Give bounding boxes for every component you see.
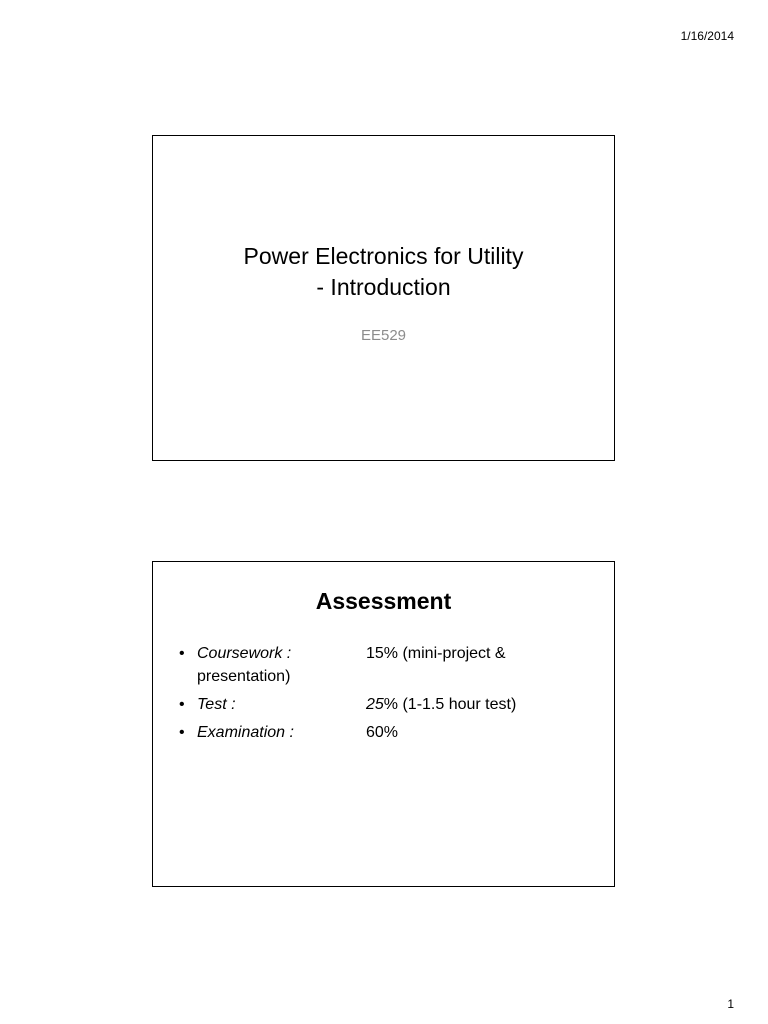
item-label-test: Test : bbox=[197, 696, 236, 713]
item-value-test-emphasis: 25 bbox=[366, 696, 384, 713]
title-slide bbox=[152, 135, 615, 461]
slide-subtitle: EE529 bbox=[360, 327, 407, 344]
slide-title bbox=[153, 241, 614, 303]
list-item-examination bbox=[177, 721, 598, 744]
assessment-heading: Assessment bbox=[315, 588, 452, 614]
item-value-coursework: 15% (mini-project & bbox=[366, 645, 506, 662]
bullet-icon: • bbox=[179, 696, 185, 713]
list-item-coursework bbox=[177, 642, 598, 688]
item-continuation-coursework: presentation) bbox=[197, 668, 291, 685]
item-label-examination: Examination : bbox=[197, 724, 294, 741]
item-value-examination: 60% bbox=[366, 724, 399, 741]
assessment-slide bbox=[152, 561, 615, 887]
slide-title-line-2: - Introduction bbox=[316, 274, 451, 300]
item-label-coursework: Coursework : bbox=[197, 645, 292, 662]
item-value-test bbox=[366, 693, 516, 716]
page-number: 1 bbox=[727, 997, 734, 1011]
assessment-list bbox=[177, 642, 598, 749]
slide-title-line-1: Power Electronics for Utility bbox=[243, 243, 524, 269]
page-date: 1/16/2014 bbox=[680, 29, 734, 43]
bullet-icon: • bbox=[179, 645, 185, 662]
bullet-icon: • bbox=[179, 724, 185, 741]
list-item-test bbox=[177, 693, 598, 716]
item-value-test-rest: % (1-1.5 hour test) bbox=[383, 696, 517, 713]
